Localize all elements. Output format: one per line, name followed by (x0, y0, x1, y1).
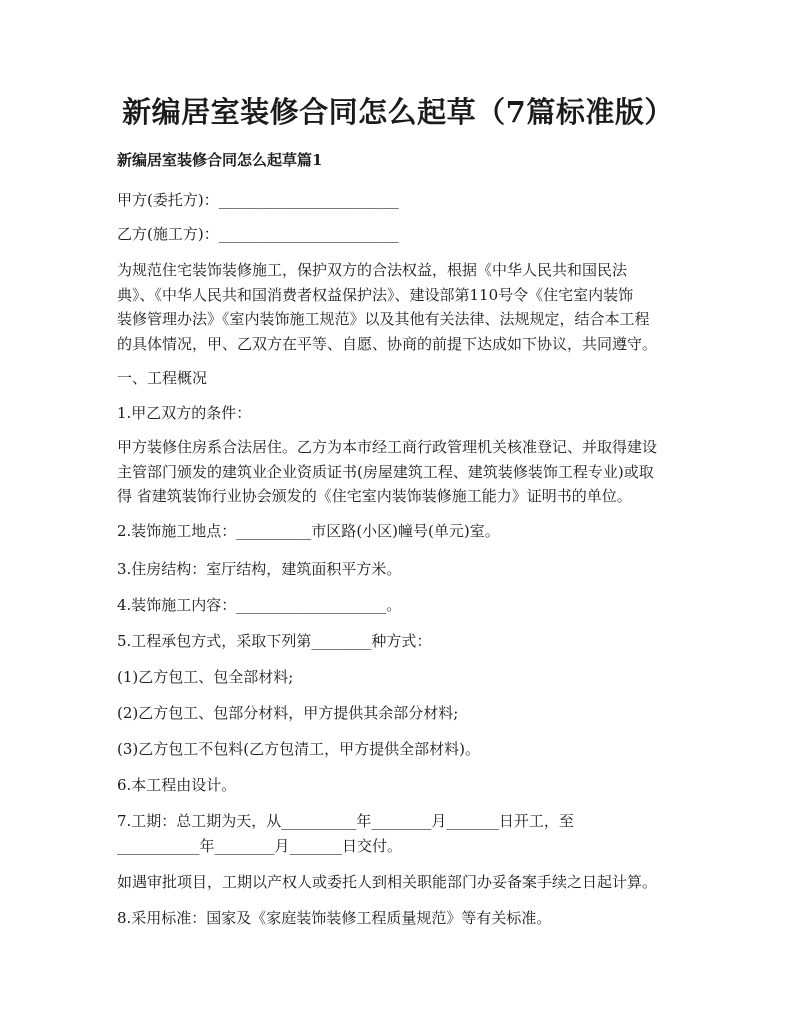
clause-1-body (117, 435, 683, 509)
clause-6: 6.本工程由设计。 (117, 776, 237, 794)
clause-5-option-1: (1)乙方包工、包全部材料; (117, 668, 294, 686)
clause-8: 8.采用标准：国家及《家庭装饰装修工程质量规范》等有关标准。 (117, 909, 552, 927)
section-heading: 一、工程概况 (117, 369, 208, 387)
clause-line: 7.工期：总工期为天，从__________年________月_______日开工，至 (117, 812, 574, 830)
clause-5-option-3: (3)乙方包工不包料(乙方包清工，甲方提供全部材料)。 (117, 740, 480, 758)
intro-line: 的具体情况，甲、乙双方在平等、自愿、协商的前提下达成如下协议，共同遵守。 (117, 334, 658, 353)
section-subtitle: 新编居室装修合同怎么起草篇1 (117, 151, 323, 169)
clause-7-note: 如遇审批项目，工期以产权人或委托人到相关职能部门办妥备案手续之日起计算。 (117, 873, 658, 891)
clause-3: 3.住房结构：室厅结构，建筑面积平方米。 (117, 560, 402, 578)
intro-line: 典》、《中华人民共和国消费者权益保护法》、建设部第110号令《住宅室内装饰 (117, 285, 634, 304)
clause-line: ___________年________月_______日交付。 (117, 836, 403, 855)
clause-1-heading: 1.甲乙双方的条件： (117, 404, 252, 422)
document-title: 新编居室装修合同怎么起草（7篇标准版） (122, 95, 674, 129)
clause-5: 5.工程承包方式，采取下列第________种方式： (117, 632, 432, 650)
clause-5-option-2: (2)乙方包工、包部分材料，甲方提供其余部分材料; (117, 704, 459, 722)
clause-7 (117, 809, 683, 858)
intro-paragraph (117, 258, 683, 356)
clause-4: 4.装饰施工内容：____________________。 (117, 596, 402, 614)
party-b-line: 乙方(施工方)：________________________ (117, 225, 399, 243)
intro-line: 装修管理办法》《室内装饰施工规范》以及其他有关法律、法规规定，结合本工程 (117, 310, 650, 328)
clause-line: 主管部门颁发的建筑业企业资质证书(房屋建筑工程、建筑装修装饰工程专业)或取 (117, 462, 654, 481)
party-a-line: 甲方(委托方)：________________________ (117, 191, 399, 209)
clause-line: 甲方装修住房系合法居住。乙方为本市经工商行政管理机关核准登记、并取得建设 (117, 438, 658, 456)
clause-line: 得 省建筑装饰行业协会颁发的《住宅室内装饰装修施工能力》证明书的单位。 (117, 487, 632, 505)
clause-2: 2.装饰施工地点：__________市区路(小区)幢号(单元)室。 (117, 522, 500, 540)
intro-line: 为规范住宅装饰装修施工，保护双方的合法权益，根据《中华人民共和国民法 (117, 261, 628, 279)
